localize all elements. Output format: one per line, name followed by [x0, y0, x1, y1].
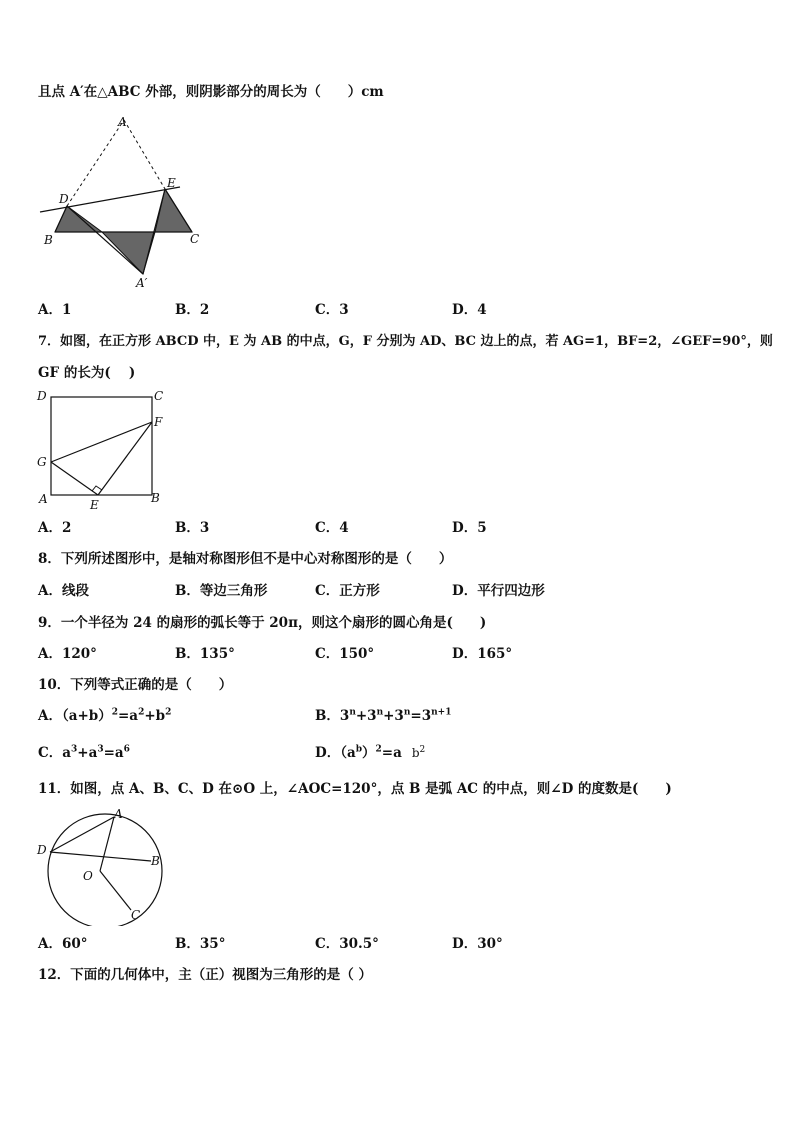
q10-a-exp3: 2 — [165, 707, 172, 718]
q11-figure — [34, 806, 174, 926]
q7-figure — [34, 388, 174, 513]
q10-b-part4: =3 — [410, 708, 432, 724]
q10-d-b-squared — [410, 744, 427, 762]
q6-figure — [34, 112, 234, 292]
q6-label-C: C — [190, 232, 200, 246]
q10-c-exp2: 3 — [97, 744, 104, 755]
q7-option-c[interactable]: C．4 — [315, 520, 349, 536]
q11-option-b[interactable]: B．35° — [175, 936, 226, 952]
q10-option-b[interactable] — [315, 707, 451, 725]
q6-label-A: A — [118, 115, 127, 129]
q8-option-c[interactable]: C．正方形 — [315, 583, 380, 599]
q10-c-part2: +a — [77, 745, 98, 761]
q11-option-c[interactable]: C．30.5° — [315, 936, 379, 952]
q7-label-B: B — [151, 491, 160, 505]
q11-label-C: C — [131, 908, 141, 922]
q11-option-d[interactable]: D．30° — [452, 936, 503, 952]
q8-option-d[interactable]: D．平行四边形 — [452, 583, 545, 599]
q6-option-a[interactable]: A．1 — [38, 302, 72, 318]
q10-option-a[interactable] — [38, 707, 171, 725]
q10-b-part1: B．3 — [315, 708, 350, 724]
q10-c-exp1: 3 — [71, 744, 78, 755]
q6-option-d[interactable]: D．4 — [452, 302, 487, 318]
q11-option-a[interactable]: A．60° — [38, 936, 88, 952]
q6-label-B: B — [44, 233, 53, 247]
q10-d-b-exp: 2 — [419, 745, 426, 755]
q10-b-part3: +3 — [383, 708, 404, 724]
q6-stem: 且点 A′在△ABC 外部，则阴影部分的周长为（ ）cm — [38, 84, 384, 100]
q10-c-part1: C．a — [38, 745, 71, 761]
q11-label-A: A — [114, 807, 123, 821]
q10-d-exp2: 2 — [375, 744, 382, 755]
q9-option-d[interactable]: D．165° — [452, 646, 513, 662]
q7-stem-line2: GF 的长为( ) — [38, 365, 136, 381]
q10-d-part1: D．（a — [315, 745, 356, 761]
q7-label-E: E — [90, 498, 99, 512]
q6-label-E: E — [167, 176, 176, 190]
q7-option-d[interactable]: D．5 — [452, 520, 487, 536]
q8-option-b[interactable]: B．等边三角形 — [175, 583, 268, 599]
q10-option-d[interactable] — [315, 744, 427, 762]
q9-stem: 9．一个半径为 24 的扇形的弧长等于 20π，则这个扇形的圆心角是( ) — [38, 615, 487, 631]
q10-b-exp3: n — [403, 707, 411, 718]
q10-b-part2: +3 — [355, 708, 377, 724]
q11-stem: 11．如图，点 A、B、C、D 在⊙O 上，∠AOC=120°，点 B 是弧 AC 的中点，则∠D 的度数是( ) — [38, 781, 672, 797]
q11-label-O: O — [83, 869, 93, 883]
q7-label-F: F — [154, 415, 163, 429]
q6-shade-middle — [102, 232, 155, 274]
q7-option-a[interactable]: A．2 — [38, 520, 72, 536]
q9-option-a[interactable]: A．120° — [38, 646, 97, 662]
q10-b-exp4: n+1 — [431, 707, 452, 718]
q10-a-part3: +b — [144, 708, 166, 724]
q7-stem-line1: 7．如图，在正方形 ABCD 中，E 为 AB 的中点，G，F 分别为 AD、BC 边上的点，若 AG=1，BF=2，∠GEF=90°，则 — [38, 334, 773, 349]
q9-option-b[interactable]: B．135° — [175, 646, 235, 662]
q10-b-exp1: n — [349, 707, 356, 718]
q10-d-part2: ） — [362, 745, 376, 761]
q6-shade-left — [55, 206, 102, 232]
q10-a-part1: A．（a+b） — [38, 708, 112, 724]
q7-label-C: C — [154, 389, 164, 403]
q6-option-c[interactable]: C．3 — [315, 302, 349, 318]
q9-option-c[interactable]: C．150° — [315, 646, 375, 662]
q6-option-b[interactable]: B．2 — [175, 302, 210, 318]
q8-option-a[interactable]: A．线段 — [38, 583, 89, 599]
q10-b-exp2: n — [376, 707, 384, 718]
q6-label-A-prime: A′ — [136, 276, 148, 290]
q10-d-b: b — [411, 746, 420, 760]
q6-shade-right — [155, 189, 192, 232]
q7-label-D: D — [37, 389, 47, 403]
q10-a-exp2: 2 — [138, 707, 145, 718]
q10-option-c[interactable] — [38, 744, 130, 762]
q10-d-part3: =a — [381, 745, 402, 761]
q11-label-B: B — [151, 854, 160, 868]
q10-stem: 10．下列等式正确的是（ ） — [38, 677, 233, 693]
q6-label-D: D — [59, 192, 69, 206]
q10-a-exp1: 2 — [111, 707, 118, 718]
q7-label-A: A — [39, 492, 48, 506]
q7-label-G: G — [37, 455, 47, 469]
q10-c-part3: =a — [103, 745, 124, 761]
q10-c-exp3: 6 — [123, 744, 130, 755]
q8-stem: 8．下列所述图形中，是轴对称图形但不是中心对称图形的是（ ） — [38, 551, 453, 567]
q10-a-part2: =a — [118, 708, 139, 724]
q11-label-D: D — [37, 843, 47, 857]
q12-stem: 12．下面的几何体中，主（正）视图为三角形的是（ ） — [38, 967, 372, 983]
q10-d-exp1: b — [355, 744, 363, 755]
q7-option-b[interactable]: B．3 — [175, 520, 210, 536]
